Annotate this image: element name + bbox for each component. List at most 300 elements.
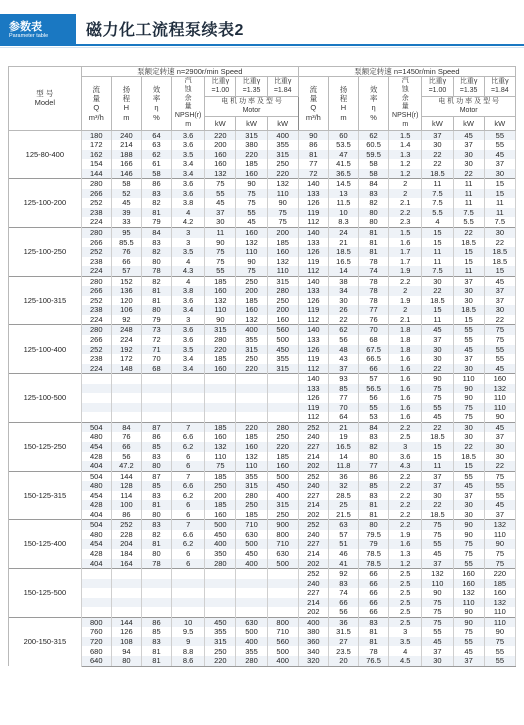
sg-184-header: 比重γ =1.84 xyxy=(267,77,298,97)
table-row xyxy=(9,539,516,549)
table-cell: 80 xyxy=(141,461,171,471)
table-cell: 30 xyxy=(453,432,484,442)
table-row xyxy=(9,227,516,237)
table-cell: 172 xyxy=(81,140,111,150)
table-cell: 15 xyxy=(422,442,453,452)
table-cell: 15 xyxy=(422,305,453,315)
table-cell: 3.5 xyxy=(172,247,205,257)
table-cell: 94 xyxy=(111,646,141,656)
table-cell: 75 xyxy=(453,539,484,549)
table-cell: 110 xyxy=(267,266,298,276)
table-cell: 360 xyxy=(298,637,328,647)
kw-header: kW xyxy=(267,117,298,130)
table-cell xyxy=(81,598,111,608)
table-cell: 75 xyxy=(484,471,515,481)
table-cell: 450 xyxy=(205,530,236,540)
table-cell: 160 xyxy=(205,432,236,442)
table-cell: 132 xyxy=(236,452,267,462)
table-cell: 74 xyxy=(359,266,389,276)
table-cell: 5.5 xyxy=(422,208,453,218)
table-body xyxy=(9,130,516,666)
table-row xyxy=(9,646,516,656)
table-cell: 55 xyxy=(453,335,484,345)
table-cell: 250 xyxy=(205,646,236,656)
table-cell: 59.5 xyxy=(359,150,389,160)
table-cell: 132 xyxy=(205,169,236,179)
table-cell: 204 xyxy=(111,539,141,549)
table-cell: 75 xyxy=(422,520,453,530)
table-cell: 355 xyxy=(236,646,267,656)
speed-1450-header: 泵额定转速 n=1450r/min Speed xyxy=(298,67,515,77)
table-cell: 66 xyxy=(328,598,358,608)
table-cell: 83 xyxy=(359,189,389,199)
table-cell: 45 xyxy=(205,198,236,208)
table-cell: 78 xyxy=(359,296,389,306)
table-cell: 85 xyxy=(328,384,358,394)
table-cell: 2 xyxy=(389,286,422,296)
table-cell: 55 xyxy=(422,539,453,549)
table-cell xyxy=(172,384,205,394)
table-cell xyxy=(205,598,236,608)
table-cell xyxy=(81,607,111,617)
table-cell: 18.5 xyxy=(422,296,453,306)
table-cell: 81 xyxy=(359,238,389,248)
table-row xyxy=(9,403,516,413)
table-cell: 3.6 xyxy=(172,189,205,199)
table-cell: 224 xyxy=(81,315,111,325)
table-cell: 81 xyxy=(359,637,389,647)
table-cell: 80 xyxy=(141,510,171,520)
table-cell: 37 xyxy=(484,286,515,296)
table-cell: 252 xyxy=(81,296,111,306)
table-cell: 80 xyxy=(359,520,389,530)
table-cell: 82 xyxy=(141,276,171,286)
table-cell: 22 xyxy=(453,169,484,179)
table-cell: 450 xyxy=(205,617,236,627)
efficiency-header: 效 率 η % xyxy=(141,77,171,131)
table-cell: 160 xyxy=(484,374,515,384)
table-cell: 77 xyxy=(328,393,358,403)
table-cell xyxy=(141,384,171,394)
model-cell: 150-125-315 xyxy=(9,471,82,520)
table-row xyxy=(9,452,516,462)
table-cell: 11 xyxy=(453,189,484,199)
table-cell: 4.3 xyxy=(389,461,422,471)
table-cell: 90 xyxy=(422,588,453,598)
table-cell: 22 xyxy=(484,238,515,248)
table-cell xyxy=(81,588,111,598)
table-cell: 30 xyxy=(422,354,453,364)
table-cell: 252 xyxy=(298,569,328,579)
table-cell: 15 xyxy=(484,189,515,199)
table-cell: 250 xyxy=(236,500,267,510)
table-cell xyxy=(111,384,141,394)
table-cell xyxy=(141,393,171,403)
table-cell xyxy=(236,403,267,413)
table-cell: 11 xyxy=(453,266,484,276)
table-cell: 6.6 xyxy=(172,432,205,442)
table-cell: 110 xyxy=(236,247,267,257)
table-cell: 6.2 xyxy=(172,539,205,549)
table-cell: 112 xyxy=(298,364,328,374)
table-cell: 110 xyxy=(484,530,515,540)
table-cell: 160 xyxy=(453,579,484,589)
table-cell: 37 xyxy=(328,364,358,374)
table-cell: 76 xyxy=(359,315,389,325)
table-cell: 80 xyxy=(359,208,389,218)
table-cell: 37 xyxy=(422,559,453,569)
table-cell: 108 xyxy=(111,637,141,647)
table-cell: 214 xyxy=(298,452,328,462)
table-cell: 30 xyxy=(205,217,236,227)
table-cell: 710 xyxy=(267,627,298,637)
table-cell: 80 xyxy=(359,452,389,462)
table-cell xyxy=(172,588,205,598)
table-cell: 66.5 xyxy=(359,354,389,364)
table-cell: 3.4 xyxy=(172,159,205,169)
table-cell: 110 xyxy=(453,374,484,384)
table-cell: 220 xyxy=(267,442,298,452)
table-cell: 58 xyxy=(111,179,141,189)
table-cell: 7 xyxy=(172,471,205,481)
table-cell: 70 xyxy=(328,403,358,413)
table-cell xyxy=(172,579,205,589)
table-cell: 640 xyxy=(81,656,111,666)
table-cell: 280 xyxy=(267,286,298,296)
table-cell: 45 xyxy=(484,364,515,374)
table-cell xyxy=(141,607,171,617)
table-cell: 504 xyxy=(81,422,111,432)
table-cell: 500 xyxy=(236,627,267,637)
table-cell: 110 xyxy=(484,617,515,627)
table-cell: 8.6 xyxy=(172,656,205,666)
table-cell: 3.6 xyxy=(172,130,205,140)
table-cell: 30 xyxy=(453,364,484,374)
table-cell: 202 xyxy=(298,607,328,617)
table-cell: 55 xyxy=(484,345,515,355)
table-cell: 30 xyxy=(484,452,515,462)
table-cell: 63 xyxy=(141,140,171,150)
table-cell: 504 xyxy=(81,520,111,530)
table-cell: 160 xyxy=(236,442,267,452)
table-cell xyxy=(205,374,236,384)
table-cell: 160 xyxy=(205,510,236,520)
table-cell: 90 xyxy=(453,520,484,530)
table-cell: 15 xyxy=(422,452,453,462)
table-cell: 55 xyxy=(205,266,236,276)
table-cell: 185 xyxy=(484,579,515,589)
model-cell: 150-125-400 xyxy=(9,520,82,569)
table-cell: 37 xyxy=(484,432,515,442)
table-cell: 224 xyxy=(81,217,111,227)
table-cell: 140 xyxy=(298,227,328,237)
model-header xyxy=(9,67,82,131)
table-cell: 2.1 xyxy=(389,315,422,325)
table-row xyxy=(9,588,516,598)
table-row xyxy=(9,607,516,617)
table-row xyxy=(9,549,516,559)
table-cell: 160 xyxy=(205,150,236,160)
model-label-en: Model xyxy=(34,98,56,108)
head-header-1450: 扬 程 H m xyxy=(328,77,358,131)
table-cell: 45 xyxy=(422,325,453,335)
table-cell: 1.6 xyxy=(389,384,422,394)
table-cell: 224 xyxy=(81,266,111,276)
table-cell: 75 xyxy=(205,179,236,189)
table-cell: 66 xyxy=(359,569,389,579)
table-cell: 11 xyxy=(422,179,453,189)
table-cell: 315 xyxy=(267,500,298,510)
table-cell: 64 xyxy=(141,130,171,140)
table-cell: 3.6 xyxy=(172,296,205,306)
table-row xyxy=(9,217,516,227)
table-cell: 18.5 xyxy=(453,305,484,315)
speed-2900-header: 泵额定转速 n=2900r/min Speed xyxy=(81,67,298,77)
table-cell: 252 xyxy=(298,471,328,481)
table-cell: 21.5 xyxy=(328,510,358,520)
table-cell: 45 xyxy=(453,130,484,140)
table-cell: 500 xyxy=(267,559,298,569)
table-cell: 76 xyxy=(111,247,141,257)
table-cell: 37 xyxy=(453,354,484,364)
table-cell xyxy=(141,374,171,384)
table-cell: 3.8 xyxy=(172,198,205,208)
table-cell: 800 xyxy=(267,530,298,540)
table-cell: 2.5 xyxy=(389,579,422,589)
table-cell: 13 xyxy=(328,189,358,199)
table-cell: 160 xyxy=(236,305,267,315)
table-cell: 95 xyxy=(111,227,141,237)
table-cell: 220 xyxy=(236,364,267,374)
table-cell: 4 xyxy=(172,276,205,286)
table-cell: 46 xyxy=(328,549,358,559)
table-cell: 250 xyxy=(236,354,267,364)
table-cell: 62 xyxy=(359,130,389,140)
table-row xyxy=(9,637,516,647)
table-cell xyxy=(236,607,267,617)
table-cell: 11 xyxy=(484,198,515,208)
table-cell: 7 xyxy=(172,422,205,432)
table-cell: 3.8 xyxy=(172,286,205,296)
table-cell: 160 xyxy=(205,286,236,296)
table-cell: 56 xyxy=(111,452,141,462)
table-cell: 11 xyxy=(422,247,453,257)
table-cell: 37 xyxy=(422,471,453,481)
table-cell xyxy=(267,569,298,579)
table-cell: 188 xyxy=(111,150,141,160)
table-cell: 185 xyxy=(205,354,236,364)
table-cell: 84 xyxy=(359,422,389,432)
table-cell: 75 xyxy=(453,549,484,559)
table-cell: 62 xyxy=(328,325,358,335)
table-cell: 6 xyxy=(172,510,205,520)
table-cell: 83 xyxy=(141,637,171,647)
table-cell: 11.8 xyxy=(328,461,358,471)
table-cell: 87 xyxy=(141,422,171,432)
model-cell: 125-100-250 xyxy=(9,227,82,276)
table-cell: 15 xyxy=(422,238,453,248)
table-cell: 250 xyxy=(205,481,236,491)
table-cell: 185 xyxy=(267,238,298,248)
table-cell xyxy=(205,412,236,422)
table-cell: 400 xyxy=(267,491,298,501)
table-cell: 79 xyxy=(141,315,171,325)
table-cell xyxy=(172,374,205,384)
table-cell: 112 xyxy=(298,217,328,227)
table-cell: 4.2 xyxy=(172,217,205,227)
table-cell: 126 xyxy=(111,627,141,637)
table-cell: 710 xyxy=(236,520,267,530)
table-cell: 37 xyxy=(422,130,453,140)
table-cell: 2 xyxy=(389,179,422,189)
table-cell: 1.9 xyxy=(389,530,422,540)
table-cell: 34 xyxy=(328,286,358,296)
table-cell: 220 xyxy=(205,345,236,355)
table-cell: 10 xyxy=(172,617,205,627)
table-cell: 66 xyxy=(359,607,389,617)
table-cell: 86 xyxy=(359,471,389,481)
table-cell: 160 xyxy=(453,569,484,579)
model-cell: 125-100-500 xyxy=(9,374,82,423)
table-cell: 37 xyxy=(453,656,484,666)
table-cell: 15 xyxy=(422,227,453,237)
table-cell xyxy=(267,579,298,589)
table-cell: 74 xyxy=(328,588,358,598)
table-cell: 185 xyxy=(267,452,298,462)
table-cell: 1.8 xyxy=(389,325,422,335)
table-cell: 126 xyxy=(298,393,328,403)
table-cell xyxy=(267,374,298,384)
table-cell: 52 xyxy=(111,189,141,199)
table-cell: 238 xyxy=(81,354,111,364)
table-cell: 185 xyxy=(236,432,267,442)
table-cell: 1.6 xyxy=(389,539,422,549)
table-cell: 31.5 xyxy=(328,627,358,637)
table-cell: 133 xyxy=(298,238,328,248)
table-cell: 2.2 xyxy=(389,520,422,530)
table-cell xyxy=(172,569,205,579)
table-cell: 75 xyxy=(453,412,484,422)
table-cell: 55 xyxy=(484,481,515,491)
table-cell: 450 xyxy=(267,345,298,355)
table-cell: 75 xyxy=(267,217,298,227)
table-cell: 90 xyxy=(453,607,484,617)
table-cell: 83 xyxy=(141,238,171,248)
table-cell xyxy=(236,579,267,589)
table-cell: 78 xyxy=(359,257,389,267)
table-row xyxy=(9,471,516,481)
table-cell xyxy=(81,569,111,579)
table-cell: 560 xyxy=(267,637,298,647)
table-cell: 81 xyxy=(141,539,171,549)
table-cell: 6 xyxy=(172,500,205,510)
table-cell: 56 xyxy=(359,393,389,403)
table-cell: 90 xyxy=(484,627,515,637)
table-row xyxy=(9,491,516,501)
table-cell: 90 xyxy=(298,130,328,140)
table-cell: 454 xyxy=(81,539,111,549)
table-cell xyxy=(111,607,141,617)
table-cell: 133 xyxy=(298,335,328,345)
table-cell: 1.3 xyxy=(389,549,422,559)
sg-135-header-1450: 比重γ =1.35 xyxy=(453,77,484,97)
table-cell: 33 xyxy=(111,217,141,227)
table-cell: 132 xyxy=(205,442,236,452)
table-cell: 18.5 xyxy=(453,238,484,248)
table-cell: 23.5 xyxy=(328,646,358,656)
table-cell: 45 xyxy=(453,345,484,355)
table-cell: 144 xyxy=(111,617,141,627)
table-cell: 11 xyxy=(453,179,484,189)
table-cell: 3.5 xyxy=(172,345,205,355)
table-cell: 4 xyxy=(422,217,453,227)
table-cell: 480 xyxy=(81,481,111,491)
table-cell: 214 xyxy=(298,598,328,608)
table-cell: 238 xyxy=(81,208,111,218)
table-cell: 37 xyxy=(422,335,453,345)
table-cell: 2.2 xyxy=(389,500,422,510)
table-cell: 132 xyxy=(484,520,515,530)
table-cell: 110 xyxy=(205,452,236,462)
table-cell xyxy=(111,412,141,422)
table-cell: 21 xyxy=(328,422,358,432)
table-cell: 1.6 xyxy=(389,403,422,413)
table-cell: 75 xyxy=(422,598,453,608)
table-cell: 37 xyxy=(453,491,484,501)
table-cell: 680 xyxy=(81,646,111,656)
table-cell: 185 xyxy=(236,296,267,306)
table-row xyxy=(9,169,516,179)
table-cell: 3 xyxy=(172,238,205,248)
table-cell: 37 xyxy=(484,296,515,306)
table-cell: 112 xyxy=(298,412,328,422)
table-cell xyxy=(81,579,111,589)
table-cell: 36 xyxy=(328,617,358,627)
table-cell: 252 xyxy=(111,520,141,530)
table-cell: 355 xyxy=(205,627,236,637)
table-cell: 28.5 xyxy=(328,491,358,501)
table-cell: 404 xyxy=(81,461,111,471)
header-rule xyxy=(0,44,524,46)
table-cell: 75 xyxy=(484,335,515,345)
table-cell: 81 xyxy=(141,656,171,666)
table-cell: 11 xyxy=(422,461,453,471)
table-cell: 14 xyxy=(328,452,358,462)
table-cell: 380 xyxy=(298,627,328,637)
npsh-header: 汽 蚀 余 量 NPSH(r) m xyxy=(172,77,205,131)
table-cell: 58 xyxy=(359,169,389,179)
table-row xyxy=(9,510,516,520)
table-cell: 400 xyxy=(236,559,267,569)
table-cell: 630 xyxy=(236,617,267,627)
table-cell: 90 xyxy=(453,384,484,394)
table-cell: 144 xyxy=(111,471,141,481)
table-cell: 61 xyxy=(141,159,171,169)
table-cell xyxy=(81,374,111,384)
table-cell: 15 xyxy=(453,315,484,325)
table-cell: 148 xyxy=(111,364,141,374)
table-cell: 500 xyxy=(236,539,267,549)
table-cell: 800 xyxy=(81,617,111,627)
table-cell: 252 xyxy=(298,422,328,432)
table-row xyxy=(9,266,516,276)
table-cell: 81 xyxy=(141,286,171,296)
table-cell xyxy=(267,598,298,608)
model-cell: 125-100-315 xyxy=(9,276,82,325)
table-cell: 315 xyxy=(236,481,267,491)
table-cell: 66 xyxy=(111,257,141,267)
table-cell: 18.5 xyxy=(422,169,453,179)
